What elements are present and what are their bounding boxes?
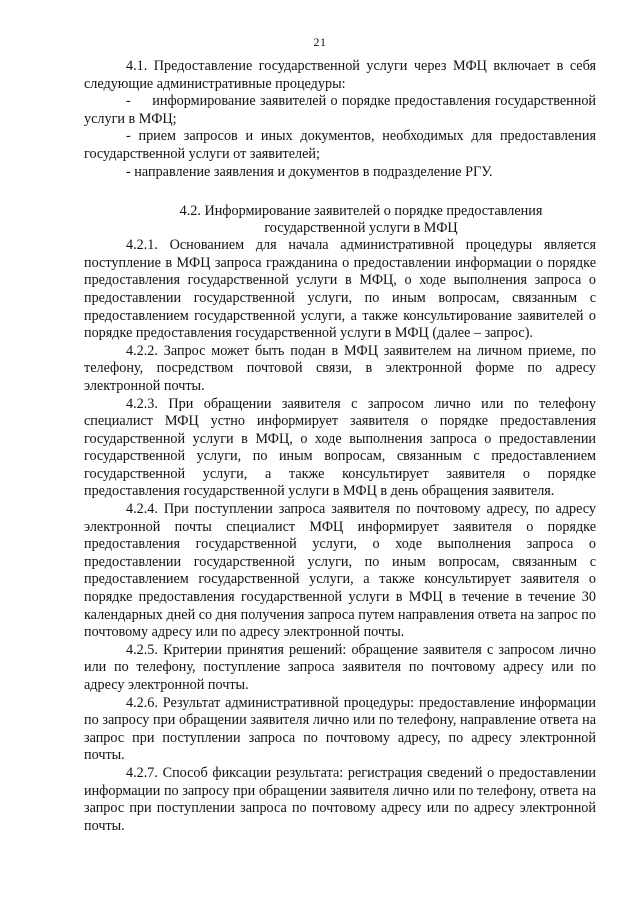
section-4-2-heading-continued: государственной услуги в МФЦ bbox=[264, 220, 458, 237]
paragraph-4-2-6: 4.2.6. Результат административной процедуры: предоставление информации по запросу при обращении заявителя лично или по телефону, направление ответа на запрос при поступлении запроса по почтовому адресу, по адресу электронной почты. bbox=[84, 694, 596, 764]
spacer bbox=[84, 181, 596, 203]
paragraph-4-2-1: 4.2.1. Основанием для начала административной процедуры является поступление в МФЦ запроса гражданина о предоставлении информации о порядке предоставления государственной услуги в МФЦ, о ходе выполнения запроса о предоставлении государственной услуги, по иным вопросам, связанным с предоставлением государственной услуги, а также консультирование заявителей о порядке предоставления государственной услуги в МФЦ (далее – запрос). bbox=[84, 237, 596, 342]
paragraph-4-2-5: 4.2.5. Критерии принятия решений: обращение заявителя с запросом лично или по телефону, поступление запроса заявителя по почтовому адресу или по адресу электронной почты. bbox=[84, 641, 596, 693]
paragraph-4-2-7: 4.2.7. Способ фиксации результата: регистрация сведений о предоставлении информации по запросу при обращении заявителя лично или по телефону, ответа на запрос при поступлении запроса по почтовому адресу или по адресу электронной почты. bbox=[84, 764, 596, 834]
paragraph-4-2-3: 4.2.3. При обращении заявителя с запросом лично или по телефону специалист МФЦ устно информирует заявителя о порядке предоставления государственной услуги в МФЦ, о ходе выполнения запроса о предоставлении государственной услуги, по иным вопросам, связанным с предоставлением государственной услуги, а также консультирует заявителя о порядке предоставления государственной услуги в МФЦ в день обращения заявителя. bbox=[84, 395, 596, 500]
document-body bbox=[84, 58, 596, 835]
paragraph-4-2-4: 4.2.4. При поступлении запроса заявителя по почтовому адресу, по адресу электронной почты специалист МФЦ информирует заявителя о порядке предоставления государственной услуги, о ходе выполнения запроса о предоставлении государственной услуги, по иным вопросам, связанным с предоставлением государственной услуги, а также консультирует заявителя о порядке предоставления государственной услуги в МФЦ в течение в течение 30 календарных дней со дня получения запроса путем направления ответа на запрос по почтовому адресу или по адресу электронной почты. bbox=[84, 501, 596, 641]
paragraph-4-2-2: 4.2.2. Запрос может быть подан в МФЦ заявителем на личном приеме, по телефону, посредством почтовой связи, в электронной форме по адресу электронной почты. bbox=[84, 342, 596, 394]
procedure-list-item: - информирование заявителей о порядке предоставления государственной услуги в МФЦ; bbox=[84, 93, 596, 127]
section-4-2-heading: 4.2. Информирование заявителей о порядке предоставления bbox=[179, 203, 543, 220]
procedure-list-item: - прием запросов и иных документов, необходимых для предоставления государственной услуги от заявителей; bbox=[84, 128, 596, 162]
procedure-list-item: - направление заявления и документов в подразделение РГУ. bbox=[126, 163, 493, 180]
section-4-1-intro: 4.1. Предоставление государственной услуги через МФЦ включает в себя следующие административные процедуры: bbox=[84, 58, 596, 92]
page-number: 21 bbox=[313, 35, 327, 49]
